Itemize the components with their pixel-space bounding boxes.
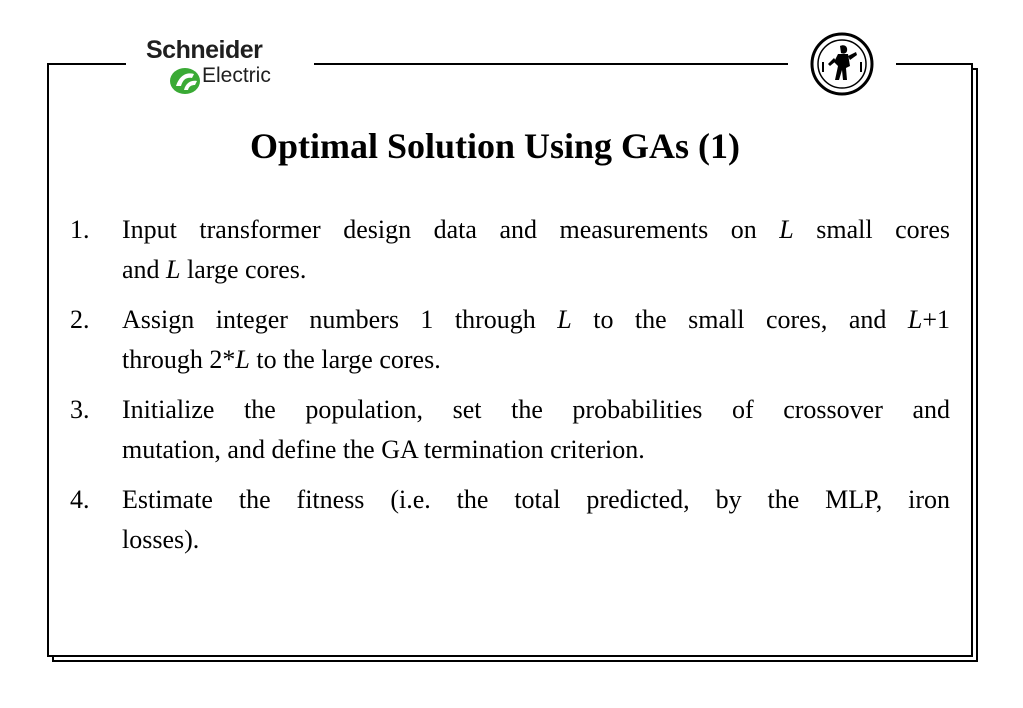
- step-number: 4.: [70, 485, 90, 514]
- step-line: losses).: [122, 525, 200, 554]
- list-item: [70, 300, 950, 380]
- step-line: mutation, and define the GA termination criterion.: [122, 435, 645, 464]
- schneider-electric-logo: [146, 36, 296, 98]
- list-item: [70, 390, 950, 470]
- step-number: 2.: [70, 305, 90, 334]
- list-item: [70, 480, 950, 560]
- list-item: [70, 210, 950, 290]
- step-line: Estimate the fitness (i.e. the total predicted, by the MLP, iron: [122, 485, 950, 514]
- step-line: Assign integer numbers 1 through L to the small cores, and L+1: [122, 305, 950, 334]
- step-line: Input transformer design data and measurements on L small cores: [122, 215, 950, 244]
- logo-line1: Schneider: [146, 36, 263, 64]
- step-number: 1.: [70, 215, 90, 244]
- step-line: through 2*L to the large cores.: [122, 345, 441, 374]
- se-logo-mark-icon: [168, 64, 204, 96]
- slide-title: Optimal Solution Using GAs (1): [249, 126, 741, 166]
- logo-line2: Electric: [202, 64, 271, 87]
- step-line: Initialize the population, set the probabilities of crossover and: [122, 395, 950, 424]
- university-seal-icon: [810, 32, 874, 96]
- step-line: and L large cores.: [122, 255, 307, 284]
- step-number: 3.: [70, 395, 90, 424]
- steps-list: [70, 210, 950, 570]
